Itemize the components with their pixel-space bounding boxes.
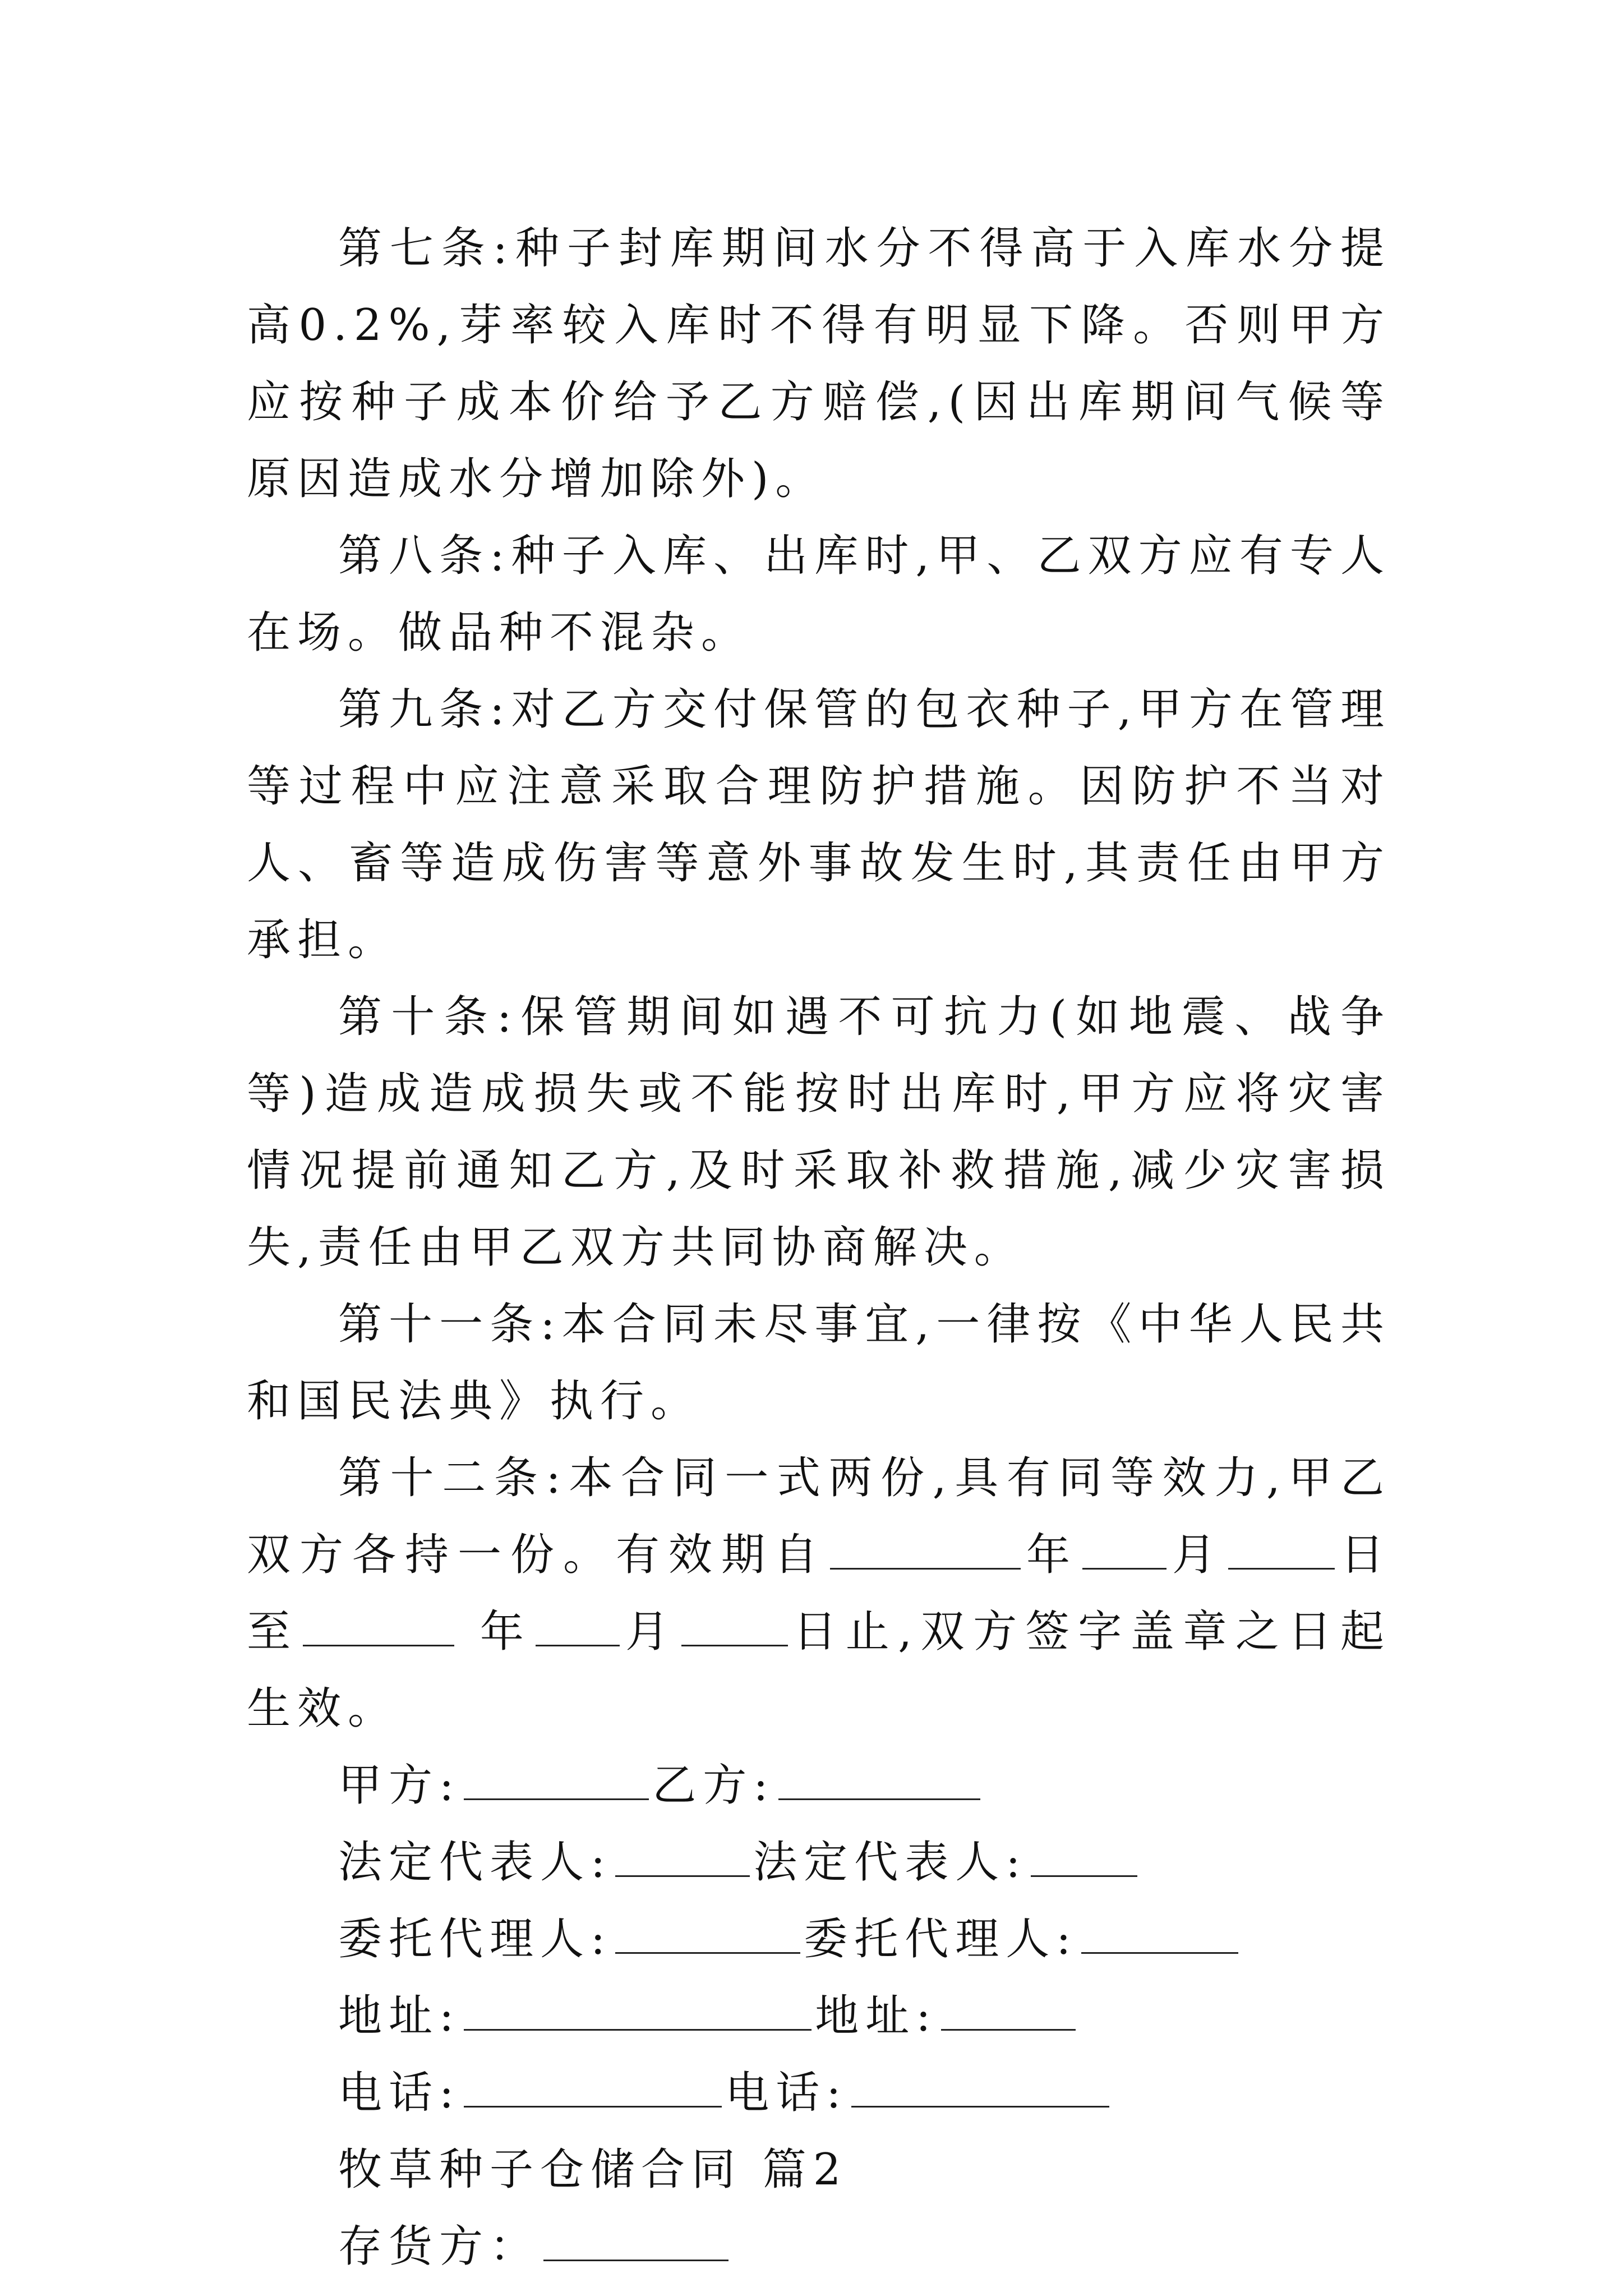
blank-end-day xyxy=(681,1605,788,1646)
legal-rep-b-blank xyxy=(1031,1836,1137,1877)
article-7: 第七条:种子封库期间水分不得高于入库水分提高0.2%,芽率较入库时不得有明显下降。否则甲方应按种子成本价给予乙方赔偿,(因出库期间气候等原因造成水分增加除外)。 xyxy=(247,223,1391,504)
contract-body xyxy=(247,210,1391,2285)
party-b-label: 乙方: xyxy=(652,1760,775,1811)
label-month-2: 月 xyxy=(623,1607,678,1657)
legal-rep-a-label: 法定代表人: xyxy=(338,1837,612,1888)
address-b-label: 地址: xyxy=(815,1991,938,2041)
article-12 xyxy=(247,1440,1391,1747)
depositor-row xyxy=(247,2208,1391,2285)
article-8: 第八条:种子入库、出库时,甲、乙双方应有专人在场。做品种不混杂。 xyxy=(247,531,1391,658)
agent-a-blank xyxy=(615,1913,800,1954)
signature-party-row xyxy=(247,1747,1391,1824)
agent-b-label: 委托代理人: xyxy=(804,1914,1078,1964)
blank-end-month xyxy=(536,1605,620,1646)
signature-address-row xyxy=(247,1978,1391,2055)
phone-a-blank xyxy=(464,2067,722,2108)
address-b-blank xyxy=(941,1990,1076,2031)
party-a-blank xyxy=(464,1759,649,1800)
blank-end-year xyxy=(303,1605,454,1646)
section-title: 牧草种子仓储合同 篇2 xyxy=(338,2145,848,2195)
article-11: 第十一条:本合同未尽事宜,一律按《中华人民共和国民法典》执行。 xyxy=(247,1299,1391,1427)
address-a-label: 地址: xyxy=(338,1991,461,2041)
phone-a-label: 电话: xyxy=(338,2068,461,2118)
blank-start-day xyxy=(1228,1529,1335,1570)
address-a-blank xyxy=(464,1990,811,2031)
agent-a-label: 委托代理人: xyxy=(338,1914,612,1964)
article-12-text: 第十二条:本合同一式两份,具有同等效力,甲乙双方各持一份。有效期自 xyxy=(247,1453,1391,1580)
article-10: 第十条:保管期间如遇不可抗力(如地震、战争等)造成造成损失或不能按时出库时,甲方应将灾害情况提前通知乙方,及时采取补救措施,减少灾害损失,责任由甲乙双方共同协商解决。 xyxy=(247,992,1391,1273)
legal-rep-b-label: 法定代表人: xyxy=(753,1837,1027,1888)
label-year: 年 xyxy=(1023,1530,1079,1580)
article-9: 第九条:对乙方交付保管的包衣种子,甲方在管理等过程中应注意采取合理防护措施。因防护不当对人、畜等造成伤害等意外事故发生时,其责任由甲方承担。 xyxy=(247,684,1391,965)
party-a-label: 甲方: xyxy=(338,1760,461,1811)
label-year-2: 年 xyxy=(479,1607,533,1657)
blank-start-month xyxy=(1082,1529,1166,1570)
depositor-blank xyxy=(543,2220,728,2261)
depositor-label: 存货方： xyxy=(338,2221,541,2272)
agent-b-blank xyxy=(1081,1913,1238,1954)
signature-legal-rep-row xyxy=(247,1824,1391,1901)
phone-b-blank xyxy=(851,2067,1109,2108)
label-month: 月 xyxy=(1169,1530,1225,1580)
signature-agent-row xyxy=(247,1901,1391,1978)
party-b-blank xyxy=(778,1759,980,1800)
blank-start-year xyxy=(830,1529,1021,1570)
label-day-to: 日至 xyxy=(247,1530,1391,1657)
label-day-end: 日止,双方签字盖章之日起生效。 xyxy=(247,1607,1391,1734)
legal-rep-a-blank xyxy=(615,1836,750,1877)
signature-phone-row xyxy=(247,2055,1391,2132)
phone-b-label: 电话: xyxy=(725,2068,848,2118)
